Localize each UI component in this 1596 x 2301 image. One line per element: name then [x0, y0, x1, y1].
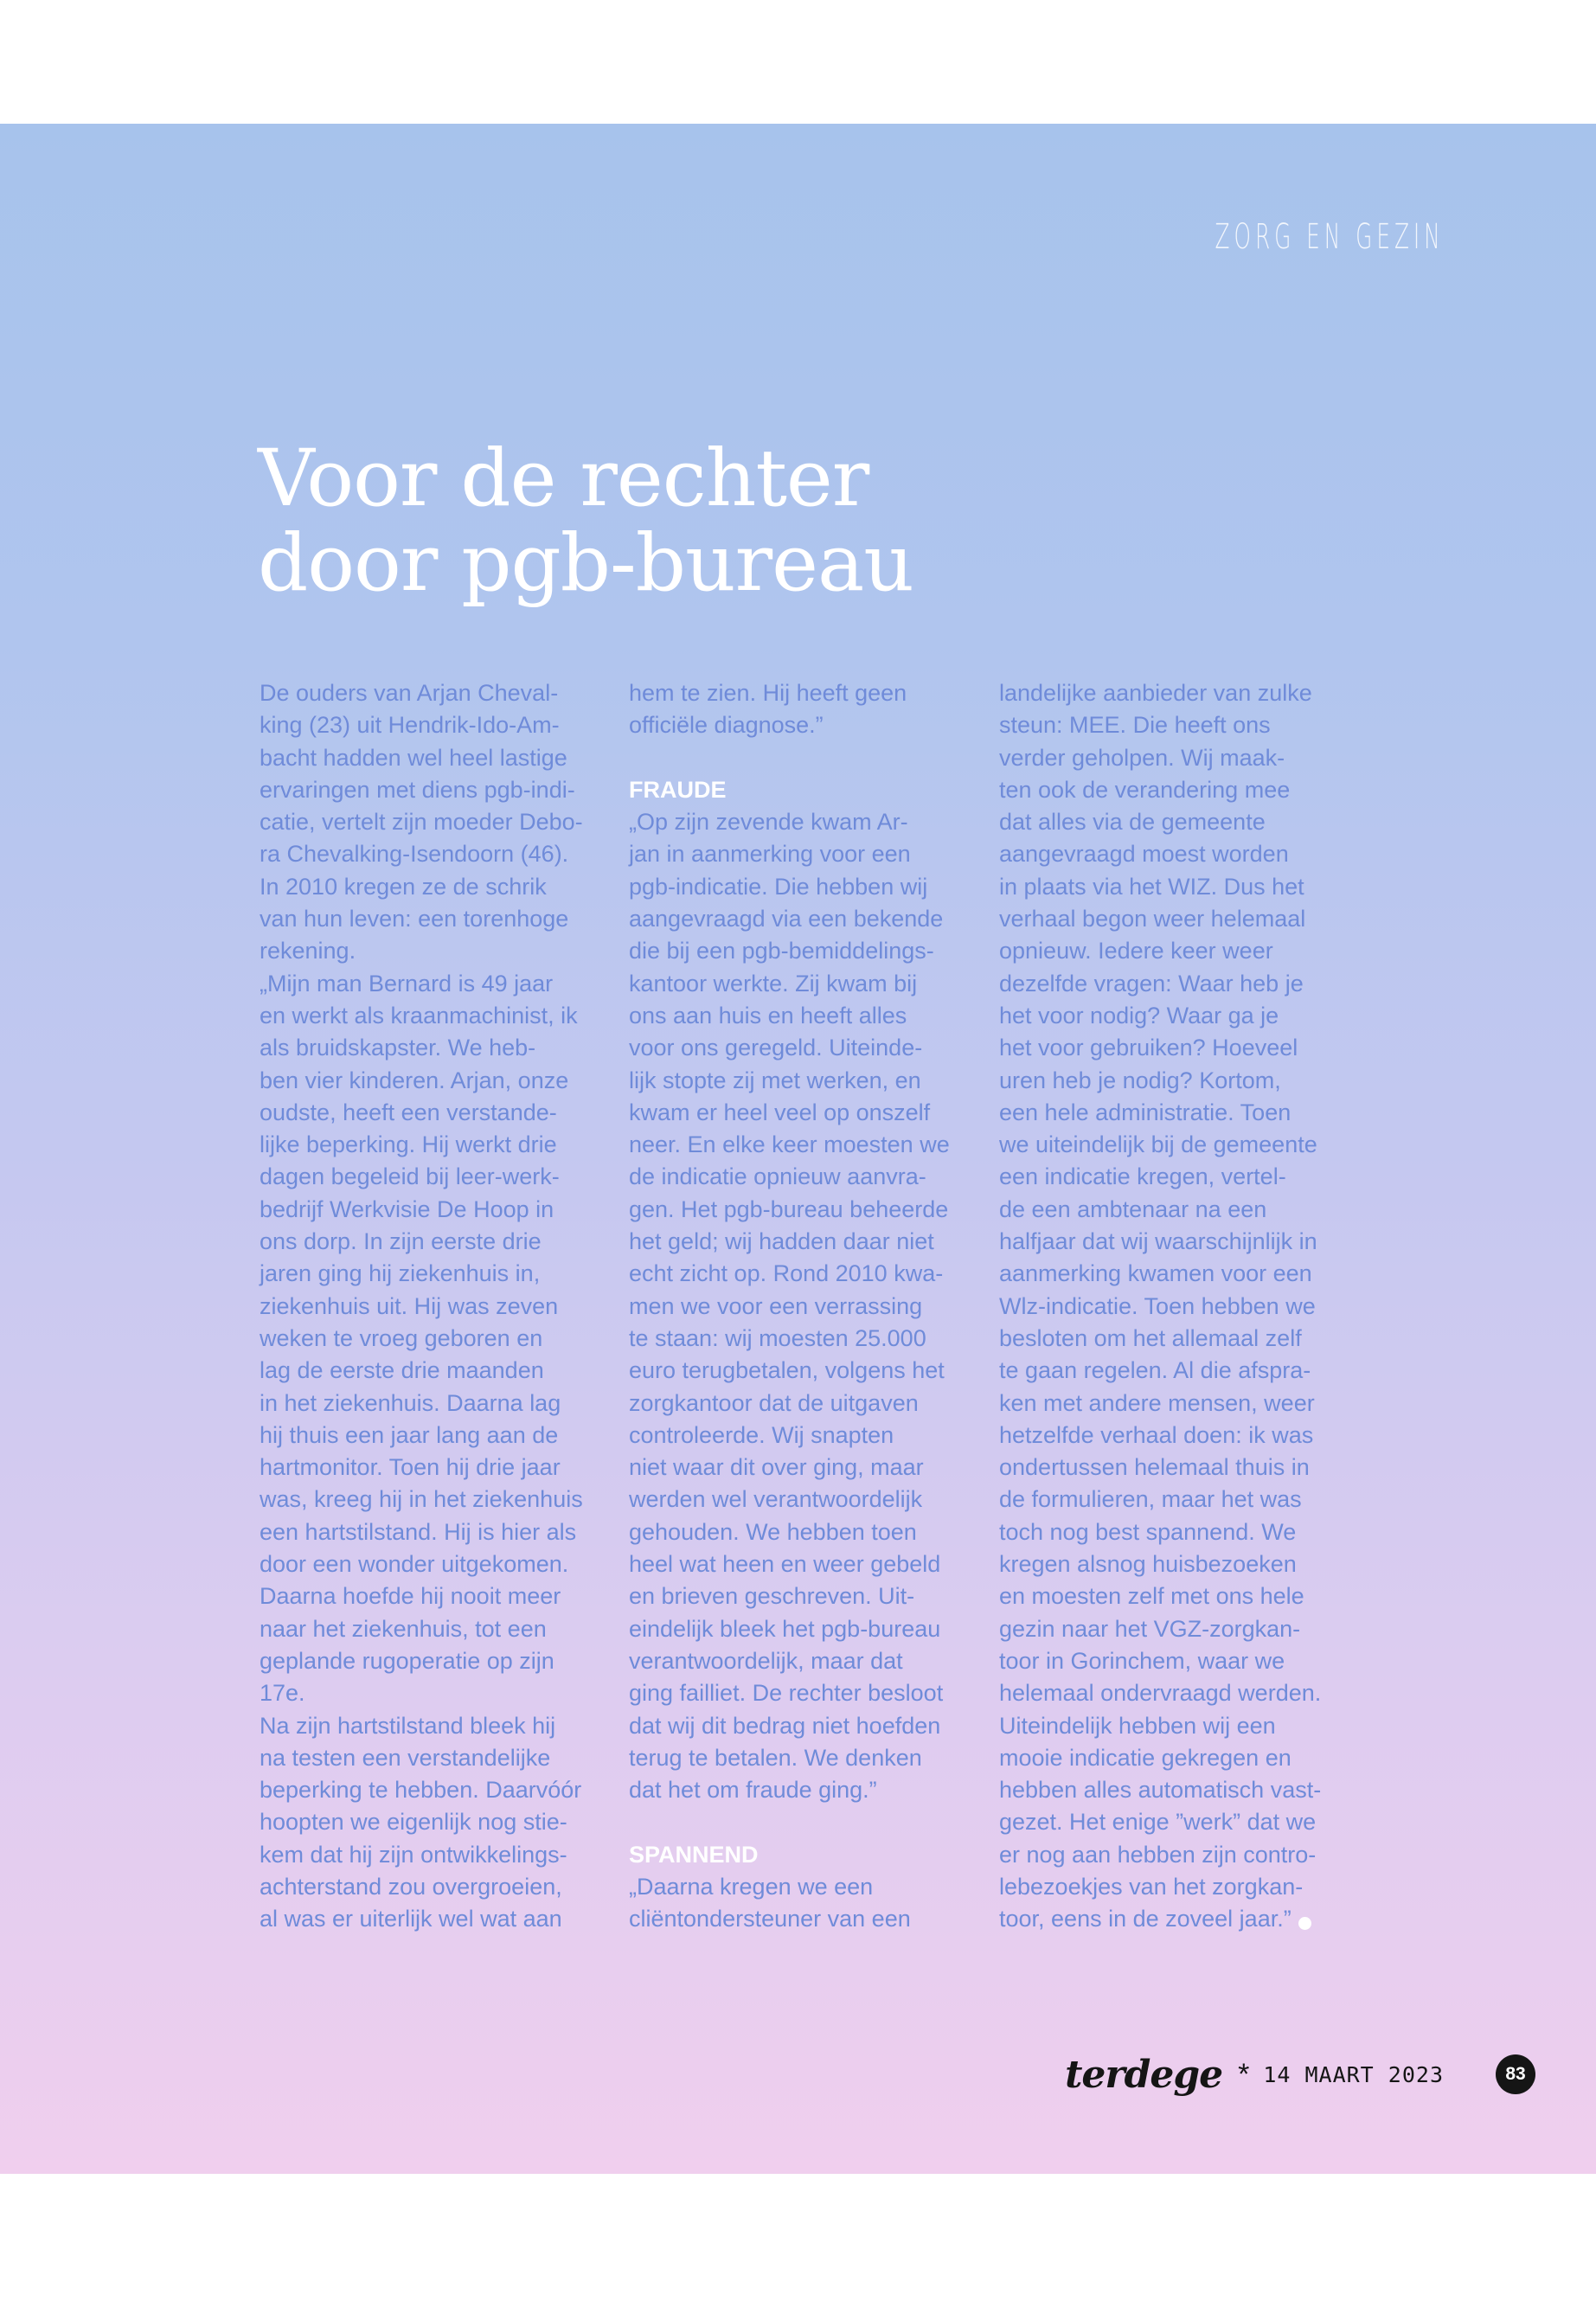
- issue-date: 14 MAART 2023: [1263, 2061, 1444, 2087]
- text-line-content: was, kreeg hij in het ziekenhuis: [260, 1486, 583, 1513]
- text-line-content: 17e.: [260, 1680, 305, 1707]
- text-line: [260, 1839, 606, 1871]
- text-column-3: [999, 677, 1345, 1936]
- text-line-content: het geld; wij hadden daar niet: [629, 1228, 934, 1255]
- text-line: [260, 1742, 606, 1774]
- text-line-content: rekening.: [260, 938, 356, 965]
- text-column-1: [260, 677, 606, 1936]
- text-line-content: verhaal begon weer helemaal: [999, 906, 1306, 933]
- text-line-content: lebezoekjes van het zorgkan-: [999, 1873, 1304, 1900]
- text-line-content: neer. En elke keer moesten we: [629, 1131, 950, 1158]
- text-line: [999, 1484, 1345, 1516]
- text-line: [999, 871, 1345, 903]
- text-line-content: en werkt als kraanmachinist, ik: [260, 1002, 578, 1029]
- text-line-content: dat het om fraude ging.”: [629, 1777, 877, 1804]
- text-line-content: ons aan huis en heeft alles: [629, 1002, 907, 1029]
- text-line: [260, 871, 606, 903]
- text-line: [629, 1903, 975, 1935]
- text-line-content: een indicatie kregen, vertel-: [999, 1163, 1286, 1190]
- text-line-content: niet waar dit over ging, maar: [629, 1454, 924, 1481]
- text-line-content: geplande rugoperatie op zijn: [260, 1647, 554, 1674]
- text-line-content: dat wij dit bedrag niet hoefden: [629, 1712, 941, 1739]
- text-line-content: halfjaar dat wij waarschijnlijk in: [999, 1228, 1317, 1255]
- text-line: [999, 742, 1345, 774]
- text-line: [260, 1097, 606, 1129]
- text-line-content: ervaringen met diens pgb-indi-: [260, 776, 575, 803]
- text-line: [629, 1388, 975, 1420]
- text-line-content: Wlz-indicatie. Toen hebben we: [999, 1292, 1316, 1319]
- text-line: [260, 1323, 606, 1355]
- text-line-content: voor ons geregeld. Uiteinde-: [629, 1035, 923, 1061]
- text-line: [999, 1871, 1345, 1903]
- text-line: [260, 1613, 606, 1645]
- text-line-content: ken met andere mensen, weer: [999, 1389, 1315, 1416]
- text-line-content: aanmerking kwamen voor een: [999, 1260, 1312, 1287]
- text-line: [260, 1903, 606, 1935]
- text-line-content: te staan: wij moesten 25.000: [629, 1324, 926, 1351]
- text-line-content: bedrijf Werkvisie De Hoop in: [260, 1195, 554, 1222]
- text-line: [260, 1580, 606, 1612]
- text-line: [999, 1420, 1345, 1452]
- text-line: [629, 1258, 975, 1290]
- text-line: [999, 1065, 1345, 1097]
- text-line: [629, 1677, 975, 1709]
- text-line-content: hem te zien. Hij heeft geen: [629, 680, 907, 706]
- text-line: [999, 1710, 1345, 1742]
- text-line: [260, 1774, 606, 1806]
- text-line-content: ziekenhuis uit. Hij was zeven: [260, 1292, 559, 1319]
- text-line-content: euro terugbetalen, volgens het: [629, 1357, 945, 1384]
- text-line: [260, 1806, 606, 1838]
- text-line: [629, 1420, 975, 1452]
- text-line-content: aangevraagd moest worden: [999, 841, 1289, 868]
- text-line-content: opnieuw. Iedere keer weer: [999, 938, 1273, 965]
- text-line: [260, 774, 606, 806]
- text-line-content: controleerde. Wij snapten: [629, 1421, 894, 1448]
- text-line: [999, 677, 1345, 709]
- text-line-content: ging failliet. De rechter besloot: [629, 1680, 944, 1707]
- text-line-content: king (23) uit Hendrik-Ido-Am-: [260, 712, 560, 739]
- text-line-content: kantoor werkte. Zij kwam bij: [629, 970, 918, 997]
- text-line-content: het voor gebruiken? Hoeveel: [999, 1035, 1298, 1061]
- text-line-content: aangevraagd via een bekende: [629, 906, 944, 933]
- text-line: [629, 1871, 975, 1903]
- paragraph-gap: [629, 742, 975, 774]
- text-line: [999, 1388, 1345, 1420]
- text-line-content: in plaats via het WIZ. Dus het: [999, 873, 1304, 900]
- text-line-content: terug te betalen. We denken: [629, 1744, 922, 1771]
- text-line: [260, 1484, 606, 1516]
- text-line-content: verder geholpen. Wij maak-: [999, 744, 1285, 771]
- headline-line: door pgb-bureau: [258, 518, 913, 609]
- text-line: [999, 1291, 1345, 1323]
- text-line: [629, 1065, 975, 1097]
- column-2-spannend: [629, 1871, 975, 1936]
- text-line: [260, 1291, 606, 1323]
- subhead-fraude: FRAUDE: [629, 776, 727, 803]
- text-line-content: een hele administratie. Toen: [999, 1099, 1292, 1125]
- text-line: [999, 1452, 1345, 1484]
- text-line: [999, 1774, 1345, 1806]
- text-line-content: kem dat hij zijn ontwikkelings-: [260, 1841, 567, 1868]
- text-line: [999, 1161, 1345, 1193]
- text-line: [629, 677, 975, 709]
- text-line: [260, 1516, 606, 1548]
- text-line-content: uren heb je nodig? Kortom,: [999, 1067, 1281, 1093]
- text-line-content: werden wel verantwoordelijk: [629, 1486, 923, 1513]
- text-line: [629, 1742, 975, 1774]
- column-2-fraude: [629, 806, 975, 1806]
- text-line: [629, 871, 975, 903]
- text-line-content: beperking te hebben. Daarvóór: [260, 1777, 582, 1804]
- text-line-content: echt zicht op. Rond 2010 kwa-: [629, 1260, 944, 1287]
- text-line-content: mooie indicatie gekregen en: [999, 1744, 1292, 1771]
- text-line: [629, 1323, 975, 1355]
- text-line-content: hij thuis een jaar lang aan de: [260, 1421, 559, 1448]
- text-line-content: De ouders van Arjan Cheval-: [260, 680, 559, 706]
- text-line-content: eindelijk bleek het pgb-bureau: [629, 1615, 941, 1642]
- text-line-content: als bruidskapster. We heb-: [260, 1035, 536, 1061]
- text-line-content: In 2010 kregen ze de schrik: [260, 873, 547, 900]
- text-line: [629, 709, 975, 741]
- text-line-content: oudste, heeft een verstande-: [260, 1099, 557, 1125]
- text-line: [999, 968, 1345, 1000]
- text-line: [260, 677, 606, 709]
- text-line-content: na testen een verstandelijke: [260, 1744, 551, 1771]
- text-line: [999, 1032, 1345, 1064]
- text-line: [999, 1355, 1345, 1387]
- text-line: [629, 1291, 975, 1323]
- text-line: [260, 838, 606, 870]
- text-line-content: lag de eerste drie maanden: [260, 1357, 544, 1384]
- magazine-brand: terdege: [1065, 2052, 1223, 2097]
- text-line-content: al was er uiterlijk wel wat aan: [260, 1906, 562, 1932]
- text-line: [260, 903, 606, 935]
- text-line-content: naar het ziekenhuis, tot een: [260, 1615, 547, 1642]
- text-line-content: hartmonitor. Toen hij drie jaar: [260, 1454, 561, 1481]
- text-line: [999, 1806, 1345, 1838]
- text-line: [999, 1645, 1345, 1677]
- text-line: [629, 1452, 975, 1484]
- magazine-page: [0, 124, 1596, 2174]
- text-line: [629, 1774, 975, 1806]
- text-line-content: Na zijn hartstilstand bleek hij: [260, 1712, 556, 1739]
- text-line-content: Daarna hoefde hij nooit meer: [260, 1583, 561, 1610]
- text-line-content: jaren ging hij ziekenhuis in,: [260, 1260, 541, 1287]
- text-line-content: achterstand zou overgroeien,: [260, 1873, 562, 1900]
- text-line-content: en moesten zelf met ons hele: [999, 1583, 1304, 1610]
- text-column-2: [629, 677, 975, 1936]
- text-line-content: dat alles via de gemeente: [999, 809, 1266, 836]
- text-line: [999, 774, 1345, 806]
- text-line: [999, 1839, 1345, 1871]
- text-line: [260, 1420, 606, 1452]
- text-line: [629, 1484, 975, 1516]
- text-line: [260, 1355, 606, 1387]
- text-line-content: door een wonder uitgekomen.: [260, 1551, 569, 1578]
- text-line: [999, 1677, 1345, 1709]
- text-line: [629, 1097, 975, 1129]
- text-line-content: officiële diagnose.”: [629, 712, 824, 739]
- text-line: [999, 903, 1345, 935]
- text-line-content: zorgkantoor dat de uitgaven: [629, 1389, 919, 1416]
- text-line-content: gehouden. We hebben toen: [629, 1518, 917, 1545]
- text-line-content: en brieven geschreven. Uit-: [629, 1583, 915, 1610]
- text-line: [260, 709, 606, 741]
- text-line: [629, 1194, 975, 1226]
- text-line: [629, 806, 975, 838]
- text-line: [999, 1000, 1345, 1032]
- text-line-content: ons dorp. In zijn eerste drie: [260, 1228, 542, 1255]
- text-line: [999, 1226, 1345, 1258]
- text-line: [260, 1871, 606, 1903]
- text-line-content: we uiteindelijk bij de gemeente: [999, 1131, 1317, 1158]
- text-line-content: toor in Gorinchem, waar we: [999, 1647, 1285, 1674]
- text-line: [260, 1000, 606, 1032]
- page-footer: [1065, 2053, 1535, 2096]
- text-line: [629, 1710, 975, 1742]
- text-line-content: ondertussen helemaal thuis in: [999, 1454, 1310, 1481]
- text-line: [999, 838, 1345, 870]
- text-line: [629, 1161, 975, 1193]
- text-line-content: bacht hadden wel heel lastige: [260, 744, 567, 771]
- text-line: [999, 1097, 1345, 1129]
- text-line: [629, 1226, 975, 1258]
- text-line: [260, 935, 606, 967]
- text-line: [999, 1742, 1345, 1774]
- text-line-content: van hun leven: een torenhoge: [260, 906, 569, 933]
- text-line-content: men we voor een verrassing: [629, 1292, 923, 1319]
- text-line: [260, 1032, 606, 1064]
- text-line: [999, 1548, 1345, 1580]
- text-line-content: dezelfde vragen: Waar heb je: [999, 970, 1304, 997]
- text-line-content: het voor nodig? Waar ga je: [999, 1002, 1279, 1029]
- subhead-spannend: SPANNEND: [629, 1841, 759, 1868]
- text-line: [999, 1323, 1345, 1355]
- text-line: [629, 935, 975, 967]
- text-line: [629, 1129, 975, 1161]
- section-label: ZORG EN GEZIN: [1215, 217, 1445, 257]
- text-line-content: hoopten we eigenlijk nog stie-: [260, 1809, 567, 1836]
- text-line: [629, 1548, 975, 1580]
- text-line-content: besloten om het allemaal zelf: [999, 1324, 1302, 1351]
- text-line-content: helemaal ondervraagd werden.: [999, 1680, 1322, 1707]
- text-line: [999, 709, 1345, 741]
- text-line-content: heel wat heen en weer gebeld: [629, 1551, 941, 1578]
- text-line-content: te gaan regelen. Al die afspra-: [999, 1357, 1311, 1384]
- text-line: [999, 1580, 1345, 1612]
- text-line-content: dagen begeleid bij leer-werk-: [260, 1163, 560, 1190]
- text-line: [260, 1645, 606, 1677]
- text-line: [999, 1613, 1345, 1645]
- text-line: [260, 1065, 606, 1097]
- text-line-content: ra Chevalking-Isendoorn (46).: [260, 841, 569, 868]
- text-line-content: de indicatie opnieuw aanvra-: [629, 1163, 926, 1190]
- text-line: [260, 742, 606, 774]
- text-line-content: een hartstilstand. Hij is hier als: [260, 1518, 577, 1545]
- text-line-content: ten ook de verandering mee: [999, 776, 1291, 803]
- text-line-content: toch nog best spannend. We: [999, 1518, 1297, 1545]
- text-line: [999, 1194, 1345, 1226]
- text-line-content: gezin naar het VGZ-zorgkan-: [999, 1615, 1301, 1642]
- text-line: [999, 806, 1345, 838]
- page-number: 83: [1496, 2054, 1535, 2094]
- text-line-content: ben vier kinderen. Arjan, onze: [260, 1067, 569, 1093]
- text-line-content: „Op zijn zevende kwam Ar-: [629, 809, 908, 836]
- text-line-content: „Mijn man Bernard is 49 jaar: [260, 970, 554, 997]
- text-line: [629, 1645, 975, 1677]
- text-line-content: hetzelfde verhaal doen: ik was: [999, 1421, 1314, 1448]
- text-line: [260, 1129, 606, 1161]
- text-line-content: kregen alsnog huisbezoeken: [999, 1551, 1297, 1578]
- asterisk-separator: *: [1238, 2057, 1250, 2091]
- text-line: [260, 1677, 606, 1709]
- text-line-content: jan in aanmerking voor een: [629, 841, 911, 868]
- text-line: [629, 1580, 975, 1612]
- text-line-content: Uiteindelijk hebben wij een: [999, 1712, 1276, 1739]
- text-line: [260, 1452, 606, 1484]
- text-line-content: cliëntondersteuner van een: [629, 1906, 911, 1932]
- text-line-content: kwam er heel veel op onszelf: [629, 1099, 931, 1125]
- text-line: [629, 968, 975, 1000]
- headline-line: Voor de rechter: [258, 433, 869, 524]
- text-line-content: toor, eens in de zoveel jaar.”: [999, 1906, 1292, 1932]
- text-line-content: lijke beperking. Hij werkt drie: [260, 1131, 557, 1158]
- text-line-content: steun: MEE. Die heeft ons: [999, 712, 1271, 739]
- text-line-content: die bij een pgb-bemiddelings-: [629, 938, 934, 965]
- text-line: [629, 1000, 975, 1032]
- text-line: [260, 1161, 606, 1193]
- text-line: [999, 935, 1345, 967]
- paragraph-gap: [629, 1806, 975, 1838]
- text-line: [629, 1613, 975, 1645]
- text-line: [260, 1710, 606, 1742]
- text-line: [260, 1388, 606, 1420]
- text-line: [629, 1516, 975, 1548]
- text-line: [629, 1032, 975, 1064]
- article-headline: [258, 433, 913, 609]
- text-line-content: catie, vertelt zijn moeder Debo-: [260, 809, 583, 836]
- text-line-content: er nog aan hebben zijn contro-: [999, 1841, 1317, 1868]
- column-2-intro: [629, 677, 975, 742]
- text-line: [629, 1355, 975, 1387]
- text-line-content: in het ziekenhuis. Daarna lag: [260, 1389, 561, 1416]
- text-line-content: hebben alles automatisch vast-: [999, 1777, 1322, 1804]
- text-line-content: weken te vroeg geboren en: [260, 1324, 543, 1351]
- text-line-content: gezet. Het enige ”werk” dat we: [999, 1809, 1317, 1836]
- text-line: [260, 1258, 606, 1290]
- end-mark-icon: [1298, 1917, 1311, 1930]
- text-line-content: landelijke aanbieder van zulke: [999, 680, 1312, 706]
- text-line-content: de een ambtenaar na een: [999, 1195, 1267, 1222]
- text-line: [999, 1516, 1345, 1548]
- text-line-content: de formulieren, maar het was: [999, 1486, 1302, 1513]
- text-line-content: gen. Het pgb-bureau beheerde: [629, 1195, 949, 1222]
- text-line: [999, 1903, 1345, 1935]
- text-line: [629, 903, 975, 935]
- text-line: [260, 1226, 606, 1258]
- text-line-content: verantwoordelijk, maar dat: [629, 1647, 903, 1674]
- text-line: [999, 1258, 1345, 1290]
- text-line: [260, 1194, 606, 1226]
- text-line-content: „Daarna kregen we een: [629, 1873, 874, 1900]
- text-line: [260, 968, 606, 1000]
- text-line: [999, 1129, 1345, 1161]
- text-line-content: pgb-indicatie. Die hebben wij: [629, 873, 928, 900]
- text-line: [260, 1548, 606, 1580]
- text-line: [260, 806, 606, 838]
- text-line: [629, 838, 975, 870]
- text-line-content: lijk stopte zij met werken, en: [629, 1067, 921, 1093]
